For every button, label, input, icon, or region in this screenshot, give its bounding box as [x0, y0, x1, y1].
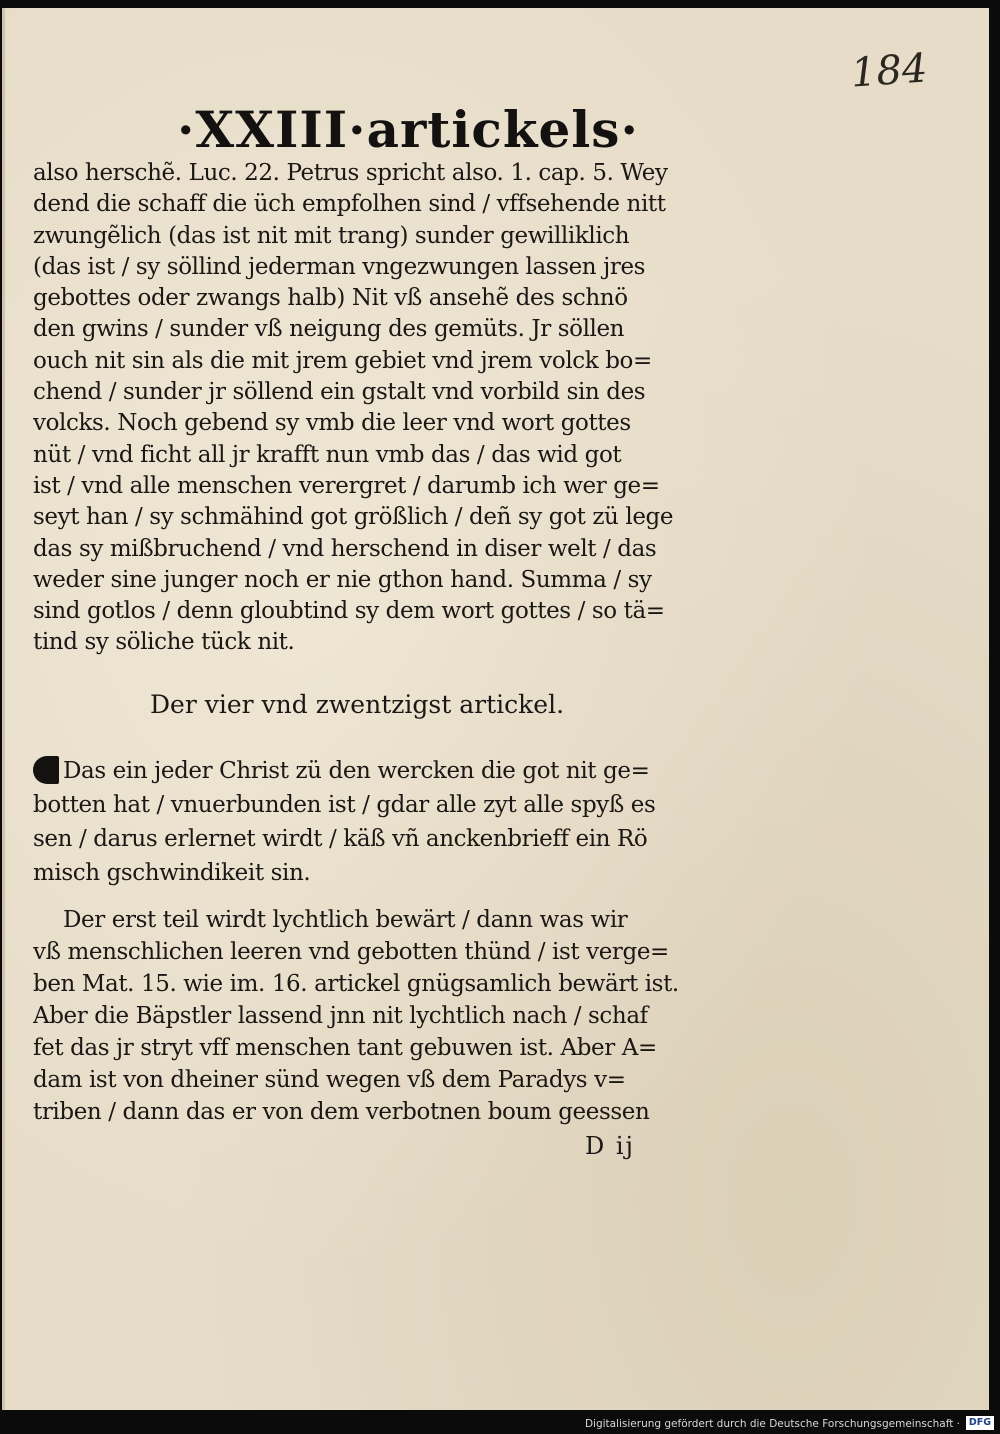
text-line: also herschẽ. Luc. 22. Petrus spricht also. 1. cap. 5. Wey: [33, 160, 668, 186]
pilcrow-mark: [33, 756, 59, 784]
article-statement: [33, 754, 683, 890]
text-line: triben / dann das er von dem verbotnen boum geessen: [33, 1099, 650, 1125]
running-head: ·XXIII·artickels·: [177, 100, 639, 159]
text-line: weder sine junger noch er nie gthon hand. Summa / sy: [33, 566, 652, 593]
text-line-content: Das ein jeder Christ zü den wercken die got nit ge=: [63, 758, 650, 784]
text-line: ouch nit sin als die mit jrem gebiet vnd jrem volck bo=: [33, 347, 652, 374]
text-line: gebottes oder zwangs halb) Nit vß ansehẽ des schnö: [33, 285, 628, 312]
text-line: sen / darus erlernet wirdt / käß vñ anckenbrieff ein Rö: [33, 826, 648, 852]
text-line: dam ist von dheiner sünd wegen vß dem Paradys v=: [33, 1067, 626, 1093]
text-line: ist / vnd alle menschen verergret / darumb ich wer ge=: [33, 472, 660, 499]
text-line: vß menschlichen leeren vnd gebotten thünd / ist verge=: [33, 939, 669, 965]
folio-number: 184: [849, 45, 929, 97]
body-text-block: [33, 158, 683, 659]
text-line: ben Mat. 15. wie im. 16. artickel gnügsamlich bewärt ist.: [33, 971, 679, 997]
text-line: nüt / vnd ficht all jr krafft nun vmb das / das wid got: [33, 441, 622, 468]
signature-mark: D ij: [585, 1132, 635, 1160]
scanned-page: [2, 8, 989, 1410]
funding-credit: Digitalisierung gefördert durch die Deutsche Forschungsgemeinschaft ·: [584, 1418, 960, 1430]
text-line: sind gotlos / denn gloubtind sy dem wort gottes / so tä=: [33, 598, 665, 625]
text-line: [33, 754, 683, 788]
text-line: Aber die Bäpstler lassend jnn nit lychtlich nach / schaf: [33, 1003, 648, 1029]
section-heading: Der vier vnd zwentzigst artickel.: [150, 690, 565, 719]
text-line: botten hat / vnuerbunden ist / gdar alle zyt alle spyß es: [33, 792, 656, 818]
text-line: zwungẽlich (das ist nit mit trang) sunder gewilliklich: [33, 222, 630, 249]
text-line: Der erst teil wirdt lychtlich bewärt / dann was wir: [63, 907, 628, 933]
text-line: misch gschwindikeit sin.: [33, 860, 311, 886]
article-proof: [33, 904, 683, 1128]
text-line: tind sy söliche tück nit.: [33, 629, 295, 656]
text-line: (das ist / sy söllind jederman vngezwungen lassen jres: [33, 253, 646, 280]
text-line: dend die schaff die üch empfolhen sind / vffsehende nitt: [33, 191, 666, 218]
dfg-logo: DFG: [966, 1416, 994, 1430]
text-line: das sy mißbruchend / vnd herschend in diser welt / das: [33, 535, 657, 562]
text-line: chend / sunder jr söllend ein gstalt vnd vorbild sin des: [33, 379, 646, 406]
text-line: volcks. Noch gebend sy vmb die leer vnd wort gottes: [33, 410, 631, 437]
text-line: den gwins / sunder vß neigung des gemüts. Jr söllen: [33, 316, 625, 343]
text-line: seyt han / sy schmähind got größlich / deñ sy got zü lege: [33, 504, 674, 531]
text-line: fet das jr stryt vff menschen tant gebuwen ist. Aber A=: [33, 1035, 657, 1061]
